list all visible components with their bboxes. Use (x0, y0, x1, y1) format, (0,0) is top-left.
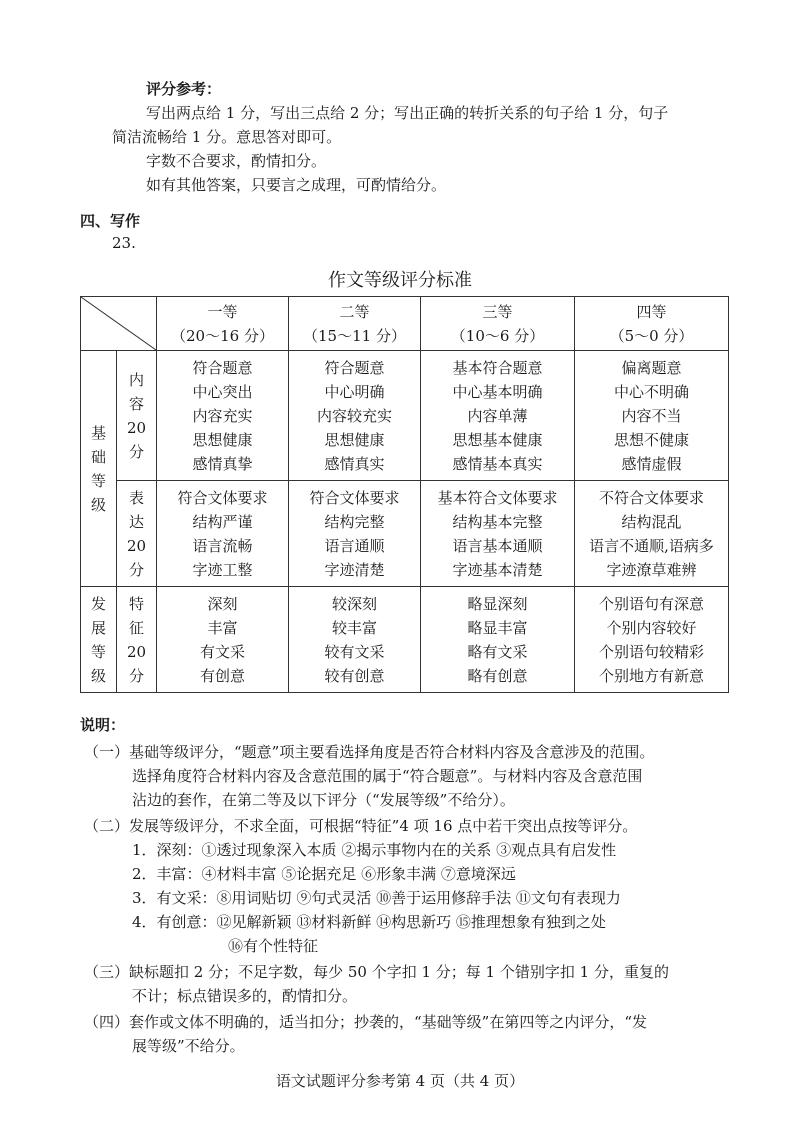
grade-header-4: 四等 （5～0 分） (575, 297, 729, 351)
page-footer: 语文试题评分参考第 4 页（共 4 页） (275, 1072, 525, 1090)
expression-grade-3: 基本符合文体要求 结构基本完整 语言基本通顺 字迹基本清楚 (421, 481, 575, 587)
table-corner-diagonal (81, 297, 157, 351)
note-line-10: （三）缺标题扣 2 分；不足字数，每少 50 个字扣 1 分；每 1 个错别字扣 1 分，重复的 (84, 963, 669, 981)
content-grade-1: 符合题意 中心突出 内容充实 思想健康 感情真挚 (157, 351, 289, 481)
grade-header-1: 一等 （20～16 分） (157, 297, 289, 351)
note-line-3: 沾边的套作，在第二等及以下评分（“发展等级”不给分）。 (132, 791, 515, 809)
scoring-ref-line-1: 写出两点给 1 分，写出三点给 2 分；写出正确的转折关系的句子给 1 分，句子 (146, 104, 669, 122)
feature-grade-3: 略显深刻 略显丰富 略有文采 略有创意 (421, 587, 575, 693)
grading-table (80, 296, 729, 693)
note-line-8: 4．有创意：⑫见解新颖 ⑬材料新鲜 ⑭构思新巧 ⑮推理想象有独到之处 (132, 913, 606, 931)
note-line-4: （二）发展等级评分，不求全面，可根据“特征”4 项 16 点中若干突出点按等评分。 (84, 817, 638, 835)
feature-grade-2: 较深刻 较丰富 较有文采 较有创意 (289, 587, 421, 693)
feature-grade-1: 深刻 丰富 有文采 有创意 (157, 587, 289, 693)
table-title: 作文等级评分标准 (328, 270, 472, 291)
scoring-ref-line-2: 简洁流畅给 1 分。意思答对即可。 (112, 128, 342, 146)
section-heading: 四、写作 (80, 212, 141, 230)
notes-heading: 说明： (80, 716, 126, 734)
grade-header-3: 三等 （10～6 分） (421, 297, 575, 351)
group-development-level: 发 展 等 级 (81, 587, 117, 693)
note-line-13: 展等级”不给分。 (132, 1037, 245, 1055)
note-line-11: 不计；标点错误多的，酌情扣分。 (132, 987, 358, 1005)
expression-grade-2: 符合文体要求 结构完整 语言通顺 字迹清楚 (289, 481, 421, 587)
scoring-ref-line-3: 字数不合要求，酌情扣分。 (146, 152, 327, 170)
scoring-ref-heading: 评分参考： (146, 80, 222, 98)
content-grade-4: 偏离题意 中心不明确 内容不当 思想不健康 感情虚假 (575, 351, 729, 481)
group-basic-level: 基 础 等 级 (81, 351, 117, 587)
note-line-7: 3．有文采：⑧用词贴切 ⑨句式灵活 ⑩善于运用修辞手法 ⑪文句有表现力 (132, 889, 621, 907)
question-number: 23. (112, 234, 136, 252)
sub-expression: 表 达 20 分 (117, 481, 157, 587)
note-line-2: 选择角度符合材料内容及含意范围的属于“符合题意”。与材料内容及含意范围 (132, 767, 643, 785)
note-line-9: ⑯有个性特征 (228, 937, 319, 955)
note-line-12: （四）套作或文体不明确的，适当扣分；抄袭的，“基础等级”在第四等之内评分，“发 (84, 1013, 648, 1031)
content-grade-3: 基本符合题意 中心基本明确 内容单薄 思想基本健康 感情基本真实 (421, 351, 575, 481)
scoring-ref-line-4: 如有其他答案，只要言之成理，可酌情给分。 (146, 176, 447, 194)
content-grade-2: 符合题意 中心明确 内容较充实 思想健康 感情真实 (289, 351, 421, 481)
note-line-1: （一）基础等级评分，“题意”项主要看选择角度是否符合材料内容及含意涉及的范围。 (84, 743, 655, 761)
sub-feature: 特 征 20 分 (117, 587, 157, 693)
expression-grade-1: 符合文体要求 结构严谨 语言流畅 字迹工整 (157, 481, 289, 587)
note-line-6: 2．丰富：④材料丰富 ⑤论据充足 ⑥形象丰满 ⑦意境深远 (132, 865, 516, 883)
feature-grade-4: 个别语句有深意 个别内容较好 个别语句较精彩 个别地方有新意 (575, 587, 729, 693)
sub-content: 内 容 20 分 (117, 351, 157, 481)
note-line-5: 1．深刻：①透过现象深入本质 ②揭示事物内在的关系 ③观点具有启发性 (132, 841, 617, 859)
grade-header-2: 二等 （15～11 分） (289, 297, 421, 351)
expression-grade-4: 不符合文体要求 结构混乱 语言不通顺,语病多 字迹潦草难辨 (575, 481, 729, 587)
